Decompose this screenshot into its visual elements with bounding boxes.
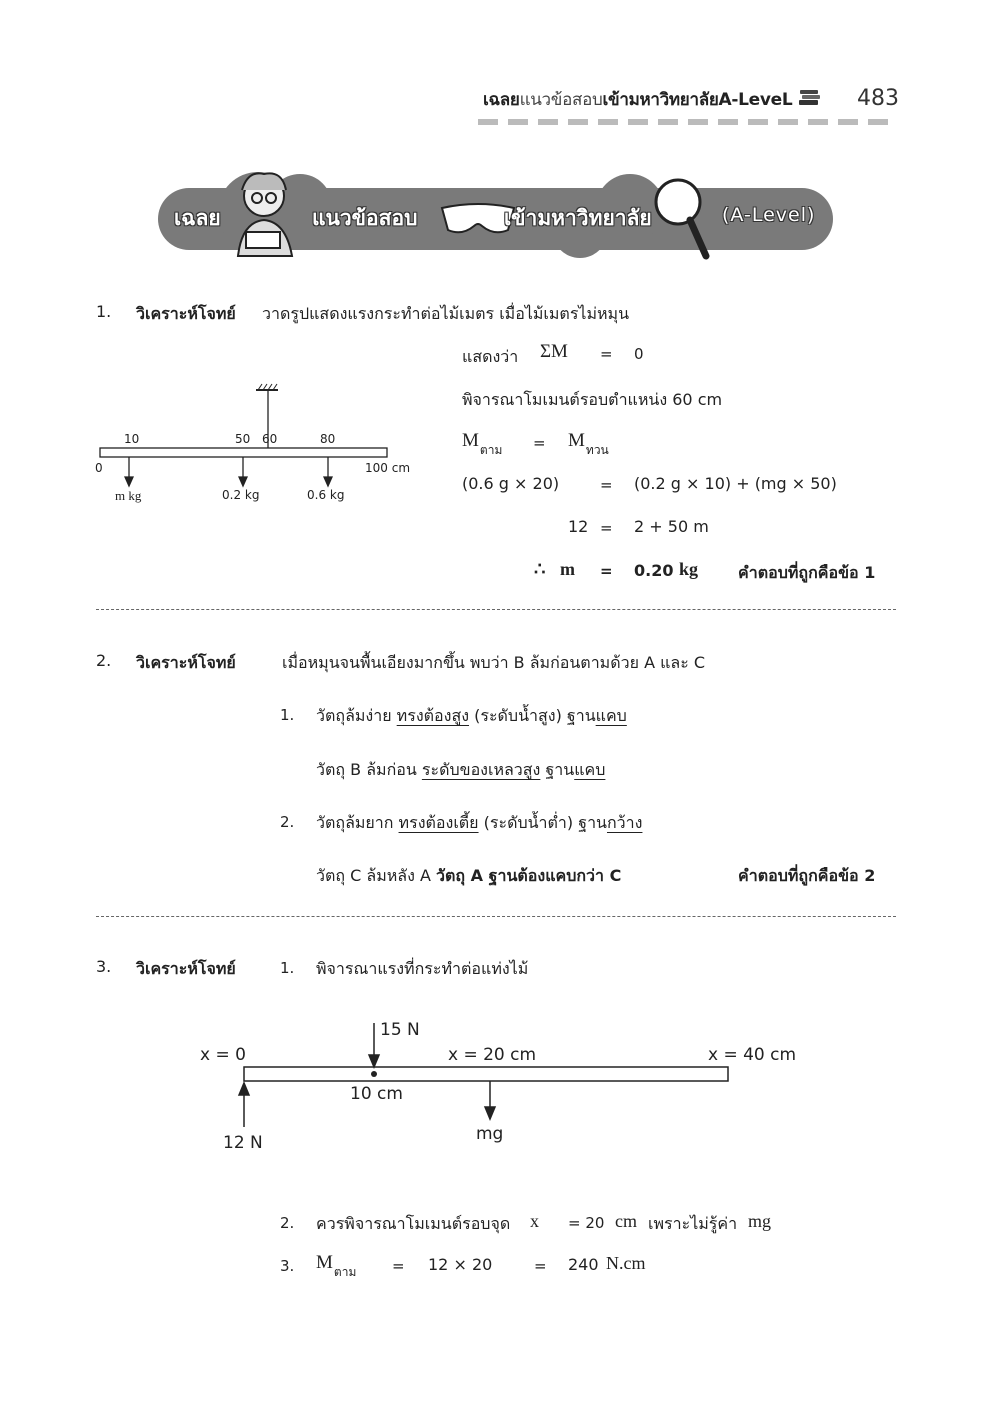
books-icon	[798, 88, 822, 108]
q3-step3-value: 240	[568, 1255, 599, 1274]
force-12n-label: 12 N	[223, 1133, 263, 1153]
tick-60: 60	[262, 432, 278, 446]
wooden-rod	[244, 1067, 728, 1081]
load-02-label: 0.2 kg	[222, 488, 260, 502]
q1-heading: วิเคราะห์โจทย์	[136, 304, 236, 323]
q3-step3-moment: $M_{ตาม}$	[316, 1252, 357, 1279]
q1-number: 1.	[96, 302, 112, 321]
load-06-label: 0.6 kg	[307, 488, 345, 502]
q2-number: 2.	[96, 651, 112, 670]
q2-item1: วัตถุล้มง่าย ทรงต้องสูง (ระดับน้ำสูง) ฐานแคบ	[316, 706, 627, 725]
q1-sum-m: ΣM	[540, 341, 568, 362]
q1-eq-2: =	[533, 434, 546, 452]
q1-eq-4: =	[600, 519, 613, 537]
chapter-banner	[150, 160, 840, 275]
q1-unit: kg	[679, 559, 699, 579]
header-bold-2: เข้ามหาวิทยาลัยA-LeveL	[602, 90, 793, 110]
q1-m-symbol: m	[560, 559, 575, 579]
meter-stick	[100, 448, 387, 457]
q3-step2-c: เพราะไม่รู้ค่า	[648, 1214, 738, 1233]
q1-result: 0.20	[634, 561, 674, 580]
load-m-label: m kg	[115, 488, 142, 503]
q1-line3-left: (0.6 g × 20)	[462, 474, 560, 493]
q3-step3-sub: ตาม	[333, 1265, 357, 1279]
q3-step3-eq1: =	[392, 1257, 405, 1275]
q1-line3-right: (0.2 g × 10) + (mg × 50)	[634, 474, 837, 493]
q1-show-label: แสดงว่า	[462, 347, 519, 366]
magnifier-icon	[650, 172, 712, 262]
q2-answer: คำตอบที่ถูกคือข้อ 2	[738, 866, 876, 885]
q1-consider: พิจารณาโมเมนต์รอบตำแหน่ง 60 cm	[462, 390, 723, 409]
q2-intro: เมื่อหมุนจนพื้นเอียงมากขึ้น พบว่า B ล้มก่อนตามด้วย A และ C	[282, 653, 706, 672]
tick-100: 100 cm	[365, 461, 411, 475]
header-dash-rule	[478, 118, 898, 126]
q1-eq-5: =	[600, 562, 613, 580]
q1-sub-cw: ตาม	[479, 443, 503, 457]
q1-answer: คำตอบที่ถูกคือข้อ 1	[738, 563, 876, 582]
force-15n-label: 15 N	[380, 1020, 420, 1040]
q3-heading: วิเคราะห์โจทย์	[136, 959, 236, 978]
q1-m-ccw: $M_{ทวน}$	[568, 430, 609, 457]
header-bold-1: เฉลย	[483, 90, 520, 110]
x0-label: x = 0	[200, 1045, 246, 1065]
q3-number: 3.	[96, 957, 112, 976]
ceiling-hatch	[256, 384, 278, 390]
banner-word-4: (A-Level)	[722, 204, 816, 226]
tick-0: 0	[95, 461, 103, 475]
tick-10: 10	[124, 432, 140, 446]
arrow-mg	[485, 1107, 495, 1119]
q3-step3-expr: 12 × 20	[428, 1255, 493, 1274]
q1-therefore: ∴	[534, 559, 546, 579]
page-number: 483	[857, 86, 899, 111]
q1-line4-left: 12	[568, 517, 589, 536]
arrow-06	[324, 477, 332, 486]
q3-step3-unit: N.cm	[606, 1253, 646, 1273]
tick-50: 50	[235, 432, 251, 446]
reading-man-icon	[228, 166, 306, 262]
separator-1	[96, 609, 896, 610]
q3-step2-number: 2.	[280, 1214, 295, 1232]
x20-label: x = 20 cm	[448, 1045, 537, 1065]
q3-step2-a: ควรพิจารณาโมเมนต์รอบจุด	[316, 1214, 511, 1233]
mg-label: mg	[476, 1124, 504, 1144]
point-10cm	[371, 1071, 377, 1077]
c10-label: 10 cm	[350, 1084, 403, 1104]
q1-line4-right: 2 + 50 m	[634, 517, 709, 536]
q3-step2-mg: mg	[748, 1211, 772, 1231]
q1-intro: วาดรูปแสดงแรงกระทำต่อไม้เมตร เมื่อไม้เมตรไม่หมุน	[262, 304, 630, 323]
banner-word-2: แนวข้อสอบ	[312, 206, 418, 230]
q3-step3-number: 3.	[280, 1257, 295, 1275]
q2-item1-number: 1.	[280, 706, 295, 724]
arrow-12n	[239, 1083, 249, 1095]
q1-m-cw: $M_{ตาม}$	[462, 430, 503, 457]
q2-item2: วัตถุล้มยาก ทรงต้องเตี้ย (ระดับน้ำต่ำ) ฐานกว้าง	[316, 813, 643, 832]
q3-step2-b: = 20	[568, 1214, 605, 1232]
tick-80: 80	[320, 432, 336, 446]
q1-zero: 0	[634, 345, 644, 363]
banner-word-1: เฉลย	[174, 206, 221, 230]
q3-step2-cm: cm	[615, 1211, 637, 1231]
q1-eq-3: =	[600, 476, 613, 494]
arrow-02	[239, 477, 247, 486]
q1-sub-ccw: ทวน	[585, 443, 609, 457]
arrow-15n	[369, 1055, 379, 1067]
q3-step1: พิจารณาแรงที่กระทำต่อแท่งไม้	[316, 959, 529, 978]
separator-2	[96, 916, 896, 917]
q3-step2-x: x	[530, 1211, 539, 1231]
banner-word-3: เข้ามหาวิทยาลัย	[504, 206, 652, 230]
x40-label: x = 40 cm	[708, 1045, 797, 1065]
q3-step3-eq2: =	[534, 1257, 547, 1275]
header-light: แนวข้อสอบ	[519, 90, 603, 110]
q2-heading: วิเคราะห์โจทย์	[136, 653, 236, 672]
q2-item1-sub: วัตถุ B ล้มก่อน ระดับของเหลวสูง ฐานแคบ	[316, 760, 606, 779]
q3-step1-number: 1.	[280, 959, 295, 977]
running-header-title	[483, 86, 822, 113]
arrow-m	[125, 477, 133, 486]
q2-item2-number: 2.	[280, 813, 295, 831]
q2-item2-sub: วัตถุ C ล้มหลัง A วัตถุ A ฐานต้องแคบกว่า C	[316, 866, 622, 885]
q1-eq-1: =	[600, 345, 613, 363]
